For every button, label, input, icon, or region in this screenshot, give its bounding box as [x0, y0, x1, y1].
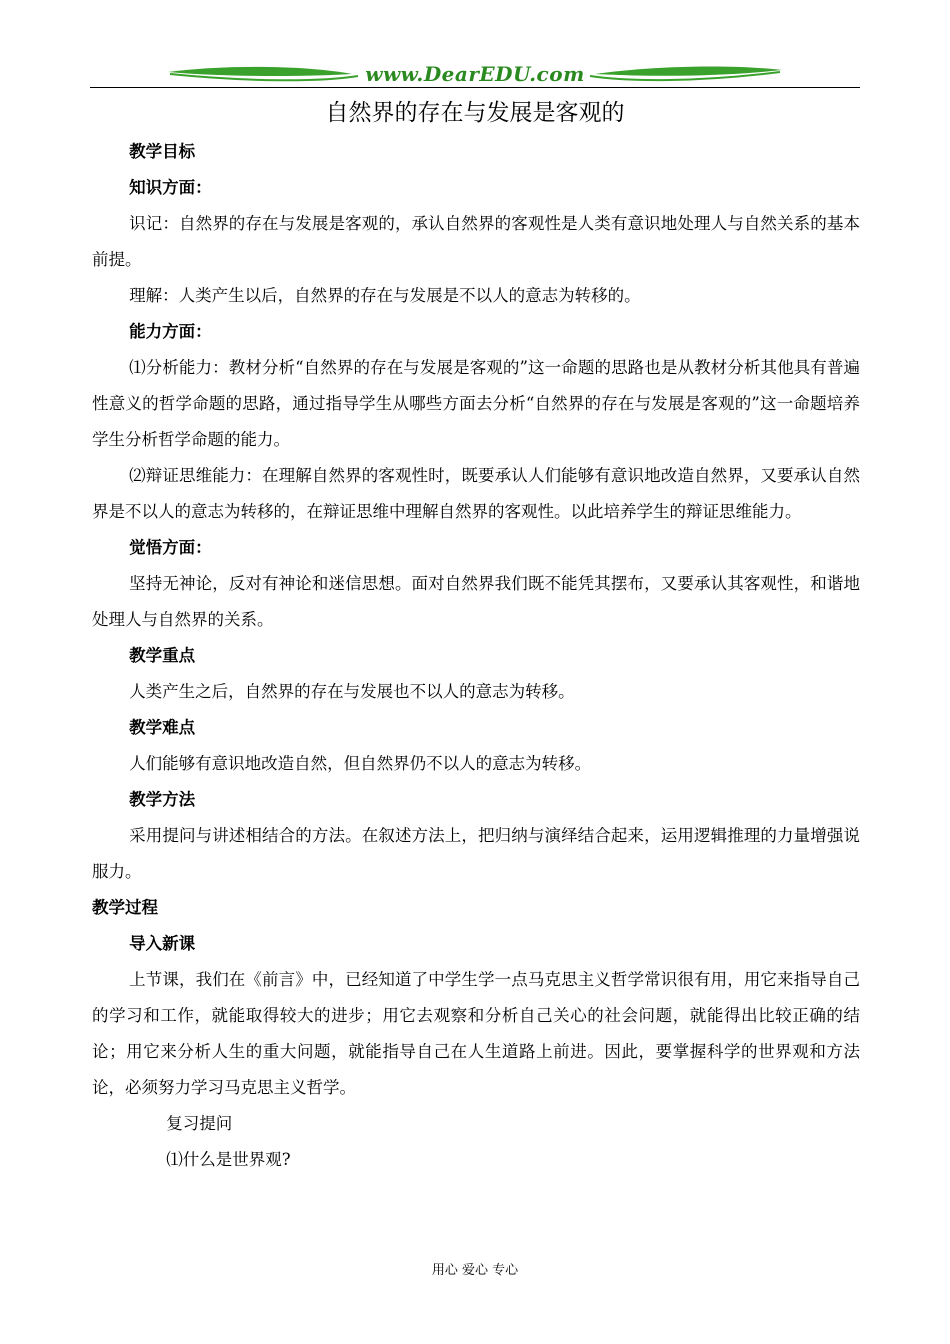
page-footer: 用心 爱心 专心	[431, 1263, 519, 1278]
paragraph-knowledge-2: 理解：人类产生以后，自然界的存在与发展是不以人的意志为转移的。	[129, 286, 641, 305]
document-body	[92, 134, 860, 1178]
heading-intro: 导入新课	[129, 934, 196, 953]
heading-knowledge: 知识方面：	[129, 178, 212, 197]
review-question-1: ⑴什么是世界观?	[166, 1150, 291, 1169]
heading-ability: 能力方面：	[129, 322, 212, 341]
heading-objectives: 教学目标	[129, 142, 196, 161]
site-logo: www.DearEDU.com	[365, 62, 585, 86]
document-title: 自然界的存在与发展是客观的	[325, 100, 625, 126]
header-divider	[90, 87, 860, 88]
paragraph-key-point: 人类产生之后，自然界的存在与发展也不以人的意志为转移。	[129, 682, 575, 701]
paragraph-awareness: 坚持无神论，反对有神论和迷信思想。面对自然界我们既不能凭其摆布，又要承认其客观性，和谐地处理人与自然界的关系。	[92, 574, 860, 629]
paragraph-method: 采用提问与讲述相结合的方法。在叙述方法上，把归纳与演绎结合起来，运用逻辑推理的力量增强说服力。	[92, 826, 860, 881]
heading-awareness: 觉悟方面：	[129, 538, 212, 557]
paragraph-intro: 上节课，我们在《前言》中，已经知道了中学生学一点马克思主义哲学常识很有用，用它来指导自己的学习和工作，就能取得较大的进步；用它去观察和分析自己关心的社会问题，就能得出比较正确的结论；用它来分析人生的重大问题，就能指导自己在人生道路上前进。因此，要掌握科学的世界观和方法论，必须努力学习马克思主义哲学。	[92, 970, 860, 1097]
paragraph-ability-1: ⑴分析能力：教材分析“自然界的存在与发展是客观的”这一命题的思路也是从教材分析其他具有普遍性意义的哲学命题的思路，通过指导学生从哪些方面去分析“自然界的存在与发展是客观的”这一命题培养学生分析哲学命题的能力。	[92, 358, 860, 449]
paragraph-ability-2: ⑵辩证思维能力：在理解自然界的客观性时，既要承认人们能够有意识地改造自然界，又要承认自然界是不以人的意志为转移的，在辩证思维中理解自然界的客观性。以此培养学生的辩证思维能力。	[92, 466, 860, 521]
heading-process: 教学过程	[92, 898, 158, 917]
heading-difficulty: 教学难点	[129, 718, 196, 737]
paragraph-knowledge-1: 识记：自然界的存在与发展是客观的，承认自然界的客观性是人类有意识地处理人与自然关系的基本前提。	[92, 214, 860, 269]
heading-method: 教学方法	[129, 790, 196, 809]
heading-key-point: 教学重点	[129, 646, 196, 665]
paragraph-difficulty: 人们能够有意识地改造自然，但自然界仍不以人的意志为转移。	[129, 754, 592, 773]
review-label: 复习提问	[166, 1114, 233, 1133]
